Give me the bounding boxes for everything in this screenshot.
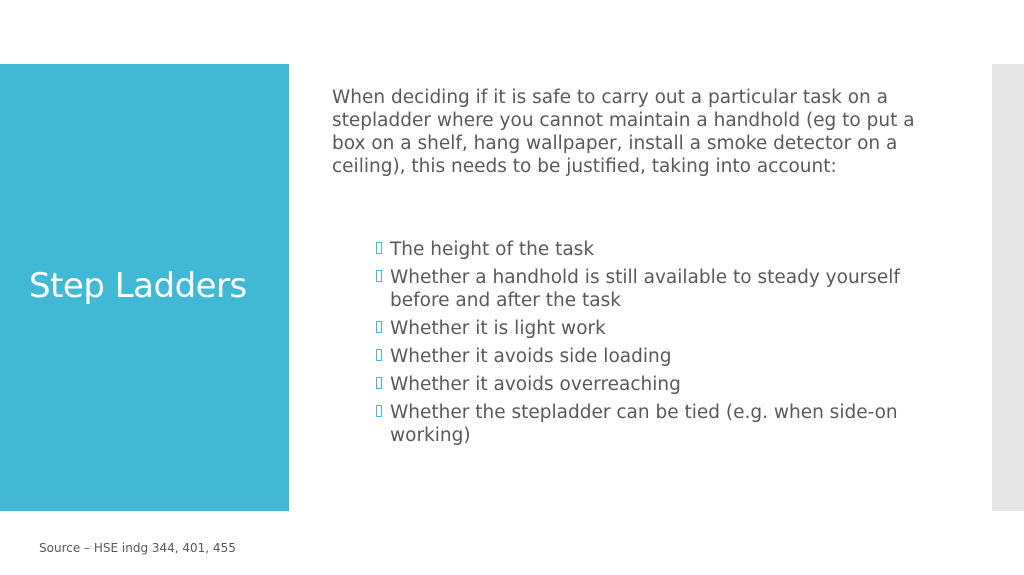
- bullet-text: The height of the task: [390, 239, 595, 260]
- bullet-text: Whether the stepladder can be tied (e.g. when side-on working): [390, 402, 898, 446]
- square-outline-icon: [376, 377, 382, 389]
- list-item: [374, 238, 919, 261]
- list-item: [374, 345, 919, 368]
- list-item: [374, 266, 919, 312]
- bullet-text: Whether a handhold is still available to steady yourself before and after the task: [390, 267, 900, 311]
- list-item: [374, 317, 919, 340]
- right-side-strip: [992, 64, 1024, 511]
- bullet-list: [374, 238, 919, 452]
- list-item: [374, 401, 919, 447]
- bullet-text: Whether it is light work: [390, 318, 606, 339]
- square-outline-icon: [376, 270, 382, 282]
- square-outline-icon: [376, 242, 382, 254]
- slide-title: Step Ladders: [29, 266, 247, 306]
- source-citation: Source – HSE indg 344, 401, 455: [39, 541, 236, 555]
- square-outline-icon: [376, 349, 382, 361]
- bullet-text: Whether it avoids overreaching: [390, 374, 681, 395]
- square-outline-icon: [376, 405, 382, 417]
- list-item: [374, 373, 919, 396]
- intro-paragraph: When deciding if it is safe to carry out a particular task on a stepladder where you cannot maintain a handhold (eg to put a box on a shelf, hang wallpaper, install a smoke detector on a ceiling), this needs to be justified, taking into account:: [332, 87, 915, 177]
- square-outline-icon: [376, 321, 382, 333]
- bullet-text: Whether it avoids side loading: [390, 346, 672, 367]
